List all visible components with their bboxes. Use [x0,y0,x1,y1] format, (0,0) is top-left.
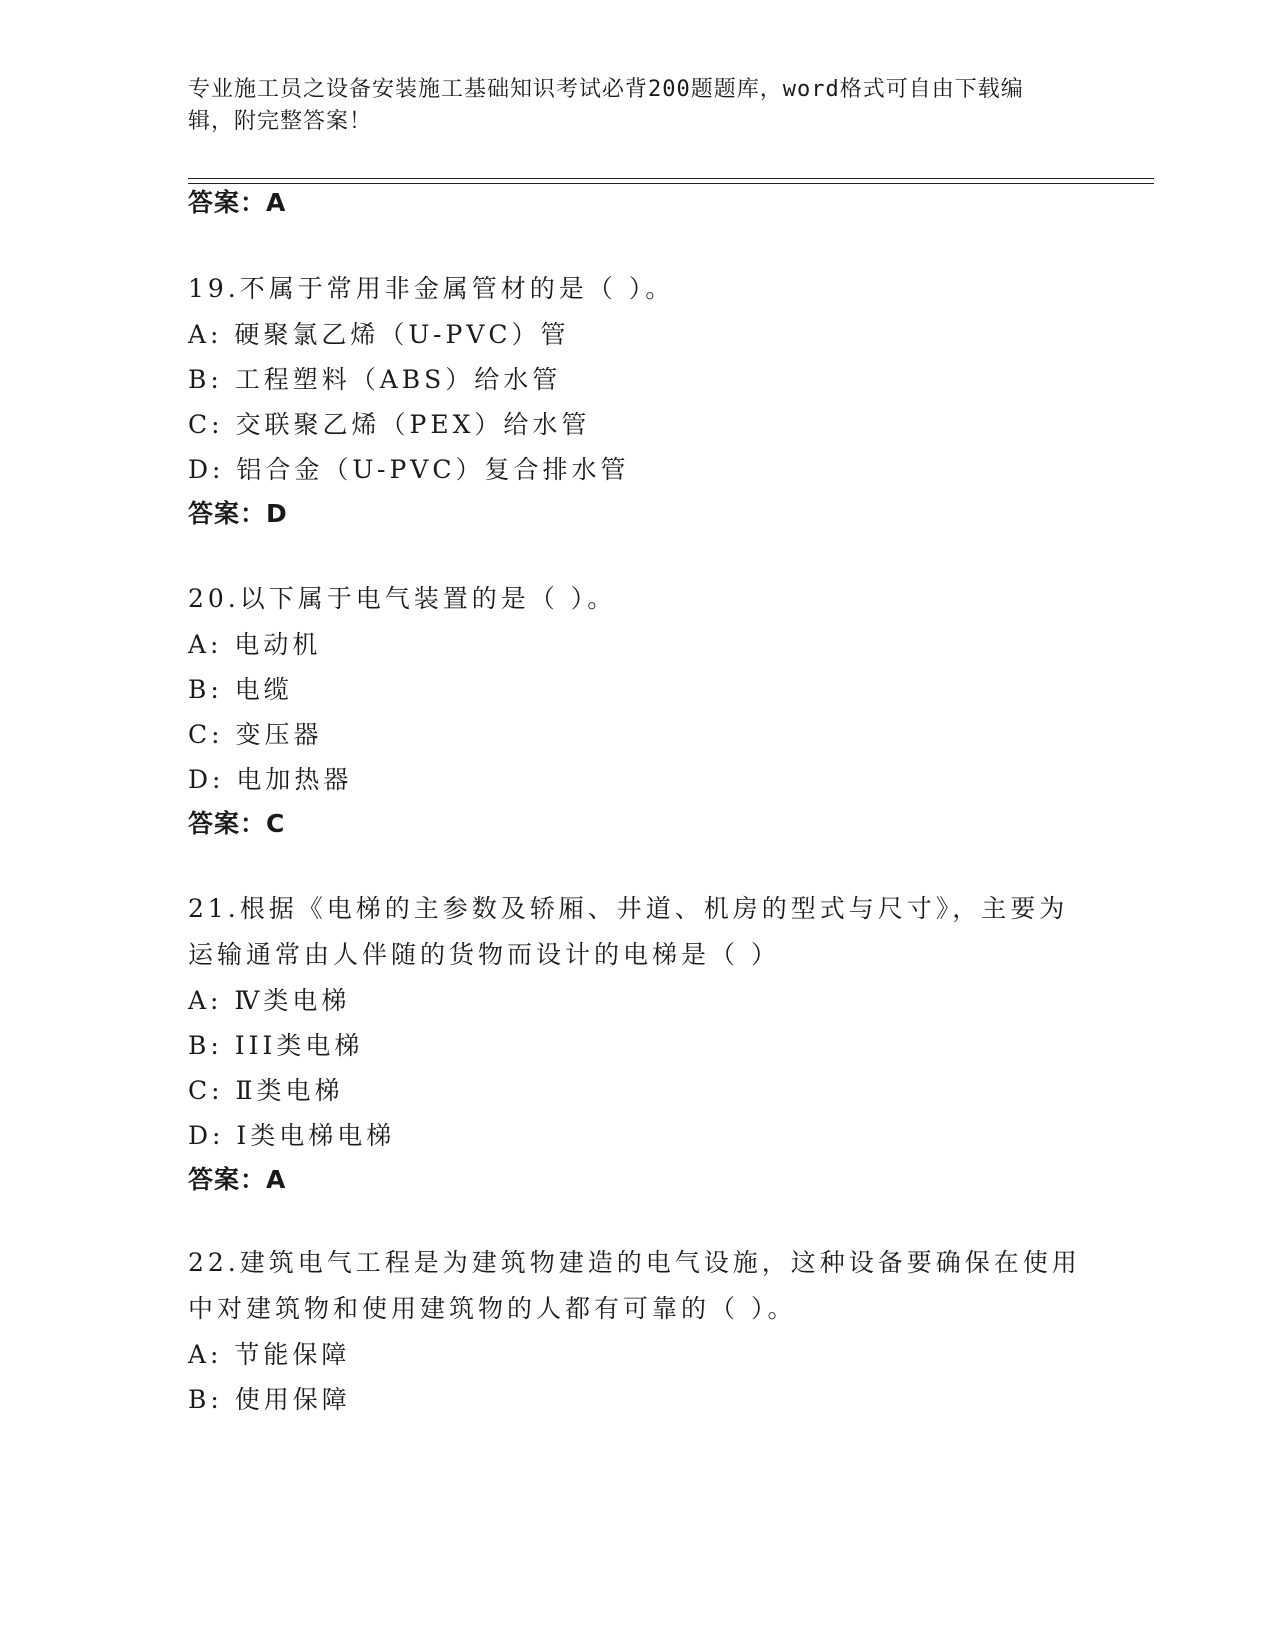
option-b: B: 电缆 [188,675,293,704]
option-a: A: 硬聚氯乙烯（U-PVC）管 [188,320,570,349]
document-header-title: 专业施工员之设备安装施工基础知识考试必背200题题库，word格式可自由下载编辑，附完整答案！ [188,77,1024,134]
question-answer: 答案：D [188,499,288,528]
question-stem: 20.以下属于电气装置的是（ ）。 [188,584,617,613]
question-answer: 答案：A [188,1165,287,1194]
option-b: B: 使用保障 [188,1385,351,1414]
question-answer: 答案：C [188,809,286,838]
question-22 [188,1240,1088,1422]
option-d: D: Ⅰ类电梯电梯 [188,1121,396,1150]
option-d: D: 铝合金（U-PVC）复合排水管 [188,455,630,484]
question-19 [188,266,1088,536]
option-c: C: 交联聚乙烯（PEX）给水管 [188,410,591,439]
option-c: C: 变压器 [188,720,323,749]
question-stem: 21.根据《电梯的主参数及轿厢、井道、机房的型式与尺寸》，主要为运输通常由人伴随的货物而设计的电梯是（ ） [188,894,1069,969]
header-divider [188,178,1154,184]
document-page [188,0,1148,1650]
option-c: C: Ⅱ类电梯 [188,1076,344,1105]
question-20 [188,576,1088,846]
question-stem: 19.不属于常用非金属管材的是（ ）。 [188,274,675,303]
question-21 [188,886,1088,1202]
option-d: D: 电加热器 [188,765,353,794]
option-a: A: 电动机 [188,630,322,659]
option-a: A: Ⅳ类电梯 [188,986,351,1015]
option-b: B: 工程塑料（ABS）给水管 [188,365,562,394]
previous-answer: 答案：A [188,188,287,217]
question-stem: 22.建筑电气工程是为建筑物建造的电气设施，这种设备要确保在使用中对建筑物和使用建筑物的人都有可靠的（ ）。 [188,1248,1081,1323]
option-a: A: 节能保障 [188,1340,351,1369]
option-b: B: III类电梯 [188,1031,364,1060]
